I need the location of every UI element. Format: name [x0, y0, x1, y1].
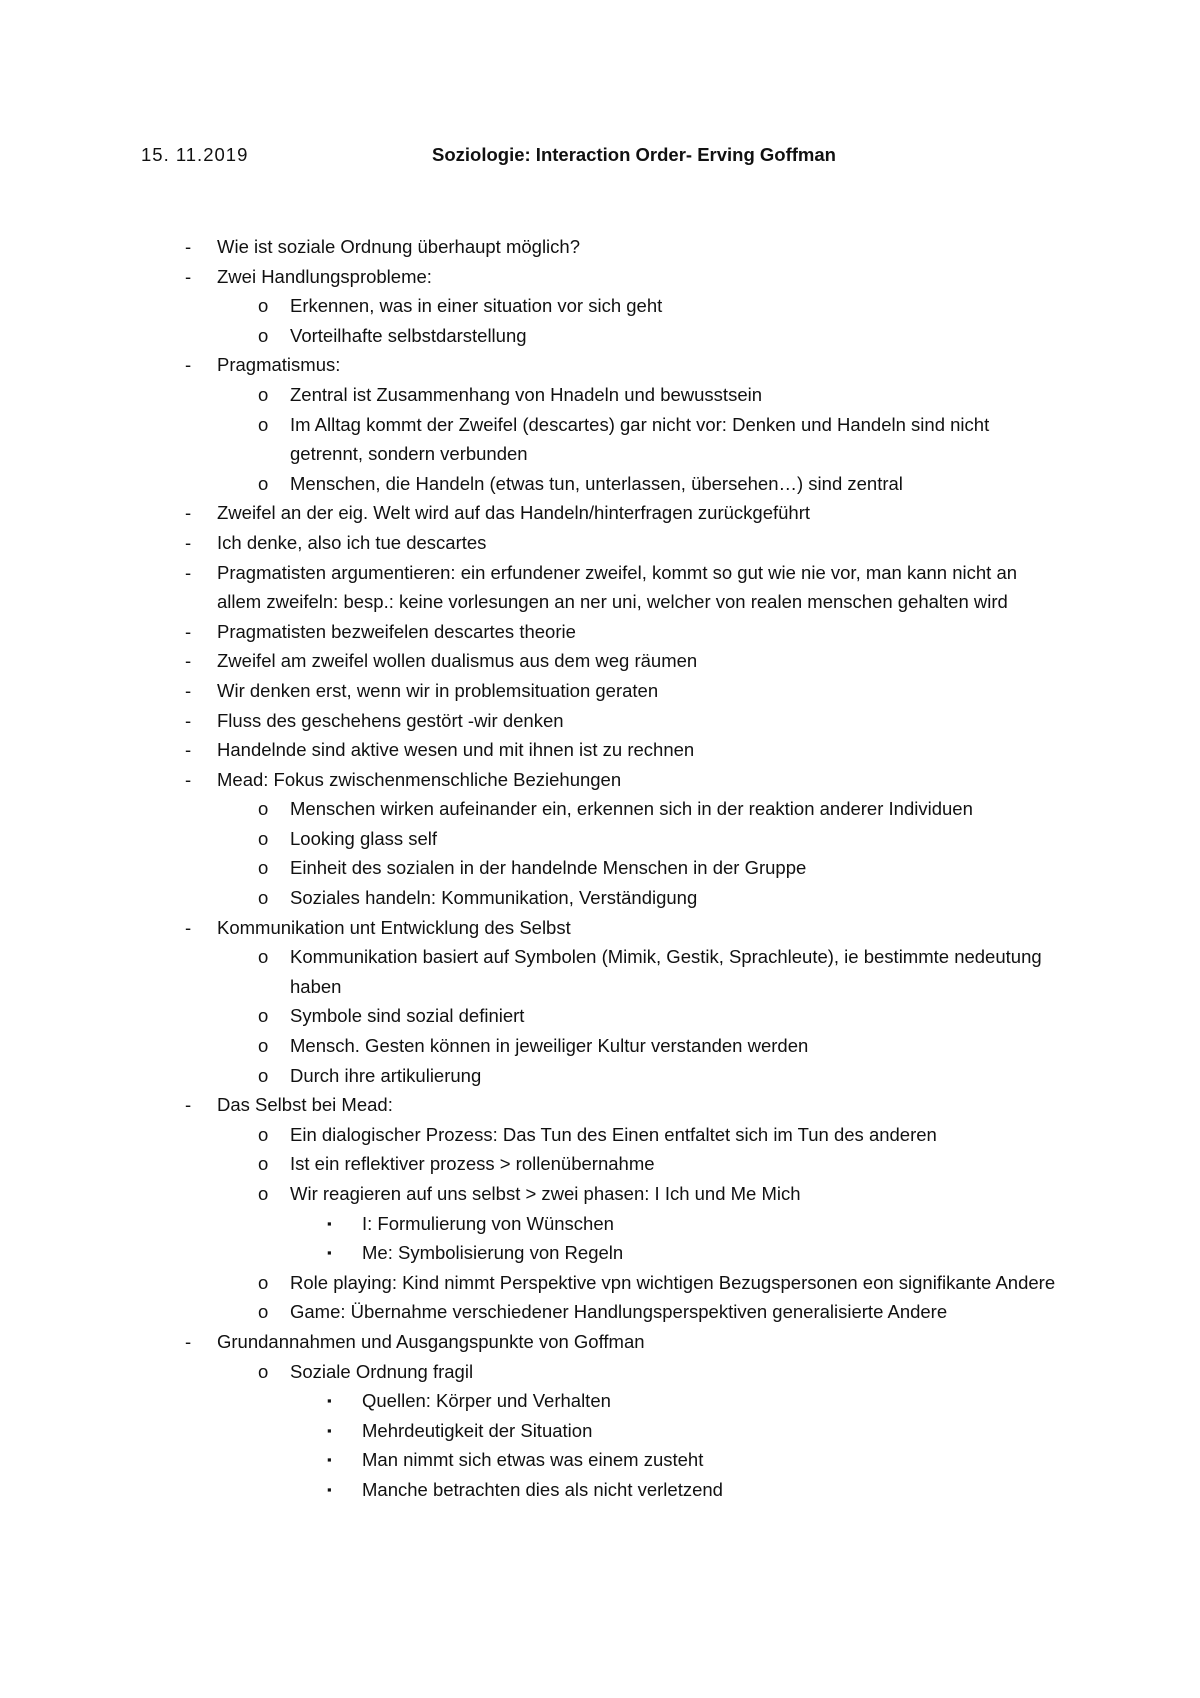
list-item	[0, 1475, 1062, 1505]
list-item	[0, 794, 1060, 824]
list-item	[0, 1001, 1060, 1031]
circle-bullet-icon: o	[258, 324, 269, 346]
list-item-text: Manche betrachten dies als nicht verletzend	[362, 1478, 723, 1500]
list-item	[0, 1386, 1062, 1416]
circle-bullet-icon: o	[258, 1123, 269, 1145]
square-bullet-icon: ▪	[327, 1393, 332, 1409]
list-item	[0, 1209, 1062, 1239]
circle-bullet-icon: o	[258, 946, 269, 968]
circle-bullet-icon: o	[258, 1183, 269, 1204]
list-item-text: Pragmatisten bezweifelen descartes theorie	[217, 620, 576, 642]
circle-bullet-icon: o	[258, 413, 269, 435]
circle-bullet-icon: o	[258, 295, 269, 317]
list-item-text: Soziale Ordnung fragil	[290, 1360, 474, 1382]
list-item-text: Das Selbst bei Mead:	[217, 1094, 393, 1116]
list-item-text: Mead: Fokus zwischenmenschliche Beziehungen	[217, 768, 622, 790]
square-bullet-icon: ▪	[327, 1245, 332, 1261]
list-item-text: Einheit des sozialen in der handelnde Menschen in der Gruppe	[290, 857, 807, 879]
list-item	[0, 646, 1057, 676]
dash-bullet-icon: -	[185, 265, 192, 287]
list-item	[0, 1090, 1057, 1120]
list-item-text: Mehrdeutigkeit der Situation	[362, 1419, 593, 1441]
list-item-text: Zwei Handlungsprobleme:	[217, 265, 432, 287]
dash-bullet-icon: -	[185, 1330, 192, 1352]
list-item-text: Pragmatisten argumentieren: ein erfundener zweifel, kommt so gut wie nie vor, man kann nicht an allem zweifeln: besp.: keine vorlesungen an ner uni, welcher von realen menschen gehalten wird	[217, 561, 1018, 613]
list-item	[0, 1031, 1060, 1061]
list-item	[0, 380, 1060, 410]
dash-bullet-icon: -	[185, 650, 192, 672]
square-bullet-icon: ▪	[327, 1452, 332, 1468]
list-item-text: Ich denke, also ich tue descartes	[217, 531, 487, 553]
list-item-text: Zentral ist Zusammenhang von Hnadeln und bewusstsein	[290, 383, 763, 405]
list-item-text: Kommunikation basiert auf Symbolen (Mimik, Gestik, Sprachleute), ie bestimmte nedeutung haben	[290, 946, 1042, 997]
list-item	[0, 1297, 1060, 1327]
list-item	[0, 498, 1057, 528]
list-item-text: Game: Übernahme verschiedener Handlungsperspektiven generalisierte Andere	[290, 1301, 948, 1323]
list-item	[0, 350, 1057, 380]
page-title: Soziologie: Interaction Order- Erving Goffman	[432, 144, 836, 165]
list-item-text: Symbole sind sozial definiert	[290, 1005, 525, 1027]
list-item-text: Quellen: Körper und Verhalten	[362, 1390, 611, 1412]
circle-bullet-icon: o	[258, 1301, 269, 1323]
list-item-text: Kommunikation unt Entwicklung des Selbst	[217, 916, 571, 938]
list-item	[0, 706, 1057, 736]
list-item	[0, 1120, 1060, 1150]
list-item	[0, 913, 1057, 943]
list-item-text: Erkennen, was in einer situation vor sich geht	[290, 295, 663, 317]
circle-bullet-icon: o	[258, 1064, 269, 1086]
list-item	[0, 262, 1057, 292]
list-item-text: Durch ihre artikulierung	[290, 1064, 482, 1086]
circle-bullet-icon: o	[258, 857, 269, 879]
dash-bullet-icon: -	[185, 768, 192, 790]
dash-bullet-icon: -	[185, 916, 192, 938]
circle-bullet-icon: o	[258, 1153, 269, 1175]
list-item	[0, 469, 1060, 499]
list-item	[0, 765, 1057, 795]
list-item-text: Wir denken erst, wenn wir in problemsituation geraten	[217, 679, 659, 701]
list-item	[0, 1149, 1060, 1179]
circle-bullet-icon: o	[258, 383, 269, 405]
list-item-text: Handelnde sind aktive wesen und mit ihnen ist zu rechnen	[217, 739, 695, 761]
circle-bullet-icon: o	[258, 887, 269, 909]
dash-bullet-icon: -	[185, 354, 192, 376]
date-label: 15. 11.2019	[141, 144, 249, 165]
list-item-text: Zweifel an der eig. Welt wird auf das Handeln/hinterfragen zurückgeführt	[217, 502, 811, 524]
list-item-text: Pragmatismus:	[217, 354, 341, 376]
dash-bullet-icon: -	[185, 739, 192, 761]
circle-bullet-icon: o	[258, 472, 269, 494]
list-item-text: Menschen wirken aufeinander ein, erkennen sich in der reaktion anderer Individuen	[290, 798, 973, 820]
list-item-text: Man nimmt sich etwas was einem zusteht	[362, 1449, 704, 1471]
list-item-text: Ist ein reflektiver prozess > rollenübernahme	[290, 1153, 655, 1175]
list-item	[0, 676, 1057, 706]
square-bullet-icon: ▪	[327, 1422, 332, 1438]
dash-bullet-icon: -	[185, 561, 192, 583]
list-item	[0, 558, 1057, 617]
list-item	[0, 232, 1057, 262]
list-item-text: Im Alltag kommt der Zweifel (descartes) gar nicht vor: Denken und Handeln sind nicht getrennt, sondern verbunden	[290, 413, 990, 465]
dash-bullet-icon: -	[185, 531, 192, 553]
list-item	[0, 824, 1060, 854]
list-item	[0, 1416, 1062, 1446]
list-item-text: Menschen, die Handeln (etwas tun, unterlassen, übersehen…) sind zentral	[290, 472, 903, 494]
list-item	[0, 1357, 1060, 1387]
list-item	[0, 883, 1060, 913]
dash-bullet-icon: -	[185, 236, 192, 257]
list-item-text: I: Formulierung von Wünschen	[362, 1212, 614, 1234]
circle-bullet-icon: o	[258, 798, 269, 820]
list-item-text: Vorteilhafte selbstdarstellung	[290, 324, 527, 346]
list-item	[0, 1268, 1060, 1298]
list-item	[0, 291, 1060, 321]
list-item	[0, 1061, 1060, 1091]
dash-bullet-icon: -	[185, 502, 192, 524]
list-item-text: Grundannahmen und Ausgangspunkte von Goffman	[217, 1330, 645, 1352]
list-item-text: Ein dialogischer Prozess: Das Tun des Einen entfaltet sich im Tun des anderen	[290, 1123, 937, 1145]
list-item-text: Fluss des geschehens gestört -wir denken	[217, 709, 564, 731]
circle-bullet-icon: o	[258, 827, 269, 849]
dash-bullet-icon: -	[185, 709, 192, 731]
list-item-text: Role playing: Kind nimmt Perspektive vpn wichtigen Bezugspersonen eon signifikante Andere	[290, 1271, 1056, 1293]
square-bullet-icon: ▪	[327, 1215, 332, 1231]
circle-bullet-icon: o	[258, 1271, 269, 1293]
list-item	[0, 321, 1060, 351]
circle-bullet-icon: o	[258, 1005, 269, 1027]
dash-bullet-icon: -	[185, 1094, 192, 1116]
dash-bullet-icon: -	[185, 679, 192, 701]
list-item	[0, 410, 1060, 469]
list-item-text: Soziales handeln: Kommunikation, Verständigung	[290, 887, 698, 909]
list-item	[0, 528, 1057, 558]
circle-bullet-icon: o	[258, 1035, 269, 1057]
list-item	[0, 1238, 1062, 1268]
list-item	[0, 617, 1057, 647]
list-item-text: Me: Symbolisierung von Regeln	[362, 1242, 624, 1264]
page-header	[0, 144, 1200, 174]
list-item	[0, 942, 1060, 1001]
list-item	[0, 1327, 1057, 1357]
list-item	[0, 1445, 1062, 1475]
list-item	[0, 1179, 1060, 1209]
dash-bullet-icon: -	[185, 620, 192, 642]
list-item-text: Mensch. Gesten können in jeweiliger Kultur verstanden werden	[290, 1035, 809, 1057]
circle-bullet-icon: o	[258, 1360, 269, 1382]
list-item-text: Wie ist soziale Ordnung überhaupt möglich?	[217, 236, 580, 257]
list-item-text: Looking glass self	[290, 827, 438, 849]
list-item-text: Zweifel am zweifel wollen dualismus aus dem weg räumen	[217, 650, 698, 672]
notes-list	[0, 232, 1200, 1505]
list-item-text: Wir reagieren auf uns selbst > zwei phasen: I Ich und Me Mich	[290, 1183, 801, 1204]
list-item	[0, 853, 1060, 883]
square-bullet-icon: ▪	[327, 1481, 332, 1497]
list-item	[0, 735, 1057, 765]
